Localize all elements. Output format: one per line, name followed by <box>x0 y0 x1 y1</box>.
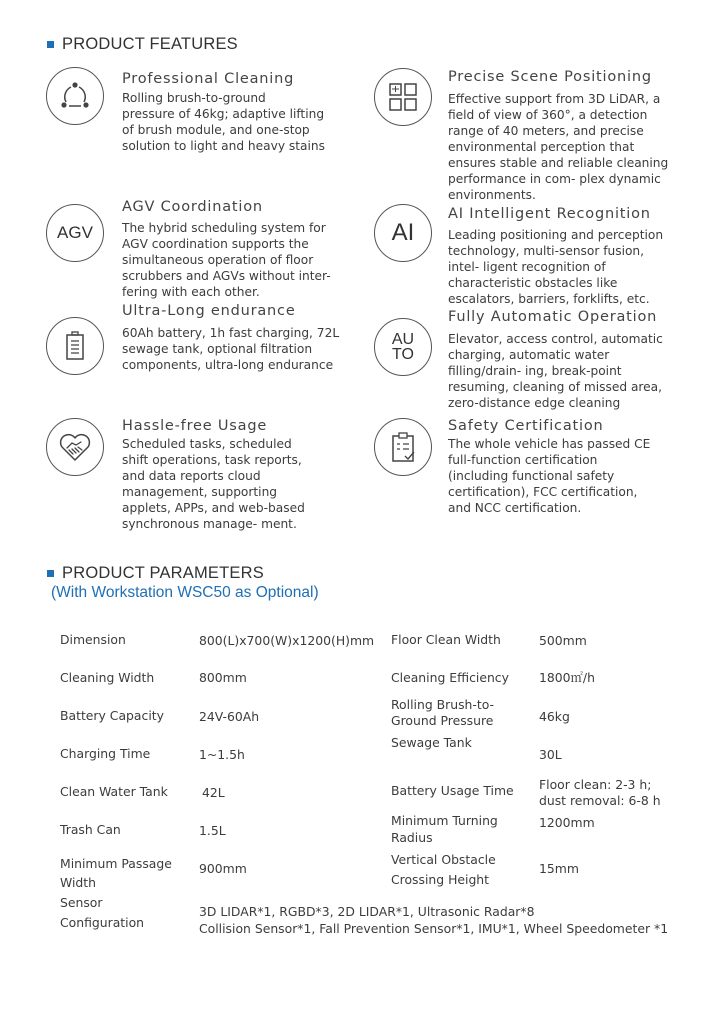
param-value-trash-can: 1.5L <box>199 823 226 838</box>
parameters-heading <box>47 564 264 583</box>
param-label-sewage-tank: Sewage Tank <box>391 735 472 750</box>
parameters-subheading: (With Workstation WSC50 as Optional) <box>51 584 319 601</box>
param-label-vertical-obstacle: Vertical Obstacle Crossing Height <box>391 852 496 887</box>
feature-title-ultra-long-endurance: Ultra-Long endurance <box>122 303 296 319</box>
param-label-charging-time: Charging Time <box>60 746 151 761</box>
param-value-sewage-tank: 30L <box>539 747 562 762</box>
param-label-battery-capacity: Battery Capacity <box>60 708 164 723</box>
param-label-cleaning-efficiency: Cleaning Efficiency <box>391 670 509 685</box>
param-label-sensor-config: Sensor Configuration <box>60 895 145 930</box>
param-value-charging-time: 1~1.5h <box>199 747 245 762</box>
heading-square-icon <box>47 41 54 48</box>
param-value-cleaning-width: 800mm <box>199 670 247 685</box>
param-value-sensor-config: 3D LIDAR*1, RGBD*3, 2D LIDAR*1, Ultrasonic Radar*8 Collision Sensor*1, Fall Prevention Sensor*1, IMU*1, Wheel Speedometer *1 <box>199 904 669 936</box>
param-value-cleaning-efficiency: 1800㎡/h <box>539 670 595 685</box>
feature-body-professional-cleaning: Rolling brush-to-ground pressure of 46kg; adaptive lifting of brush module, and one-stop solution to light and heavy stains <box>122 91 325 153</box>
feature-body-precise-positioning: Effective support from 3D LiDAR, a field of view of 360°, a detection range of 40 meters, and precise environmental perception that ensures stable and reliable cleaning performance in com- plex dynamic environments. <box>448 92 669 202</box>
handshake-heart-icon <box>46 418 104 476</box>
feature-body-agv-coordination: The hybrid scheduling system for AGV coordination supports the simultaneous operation of floor scrubbers and AGVs without inter- fering with each other. <box>122 221 331 299</box>
param-label-clean-water-tank: Clean Water Tank <box>60 784 168 799</box>
param-label-floor-clean-width: Floor Clean Width <box>391 632 501 647</box>
param-label-dimension: Dimension <box>60 632 126 647</box>
feature-body-fully-automatic: Elevator, access control, automatic charging, automatic water filling/drain- ing, break-point resuming, cleaning of missed area, zero-distance edge cleaning <box>448 332 663 410</box>
param-label-cleaning-width: Cleaning Width <box>60 670 155 685</box>
param-value-battery-usage-time: Floor clean: 2-3 h; dust removal: 6-8 h <box>539 777 661 808</box>
clipboard-check-icon <box>374 418 432 476</box>
parameters-heading-text: PRODUCT PARAMETERS <box>62 564 264 582</box>
features-heading <box>47 35 238 54</box>
param-value-battery-capacity: 24V-60Ah <box>199 709 260 724</box>
ai-icon: AI <box>374 204 432 262</box>
param-value-dimension: 800(L)x700(W)x1200(H)mm <box>199 633 375 648</box>
features-heading-text: PRODUCT FEATURES <box>62 35 238 53</box>
feature-title-ai-recognition: AI Intelligent Recognition <box>448 206 651 222</box>
param-value-rolling-pressure: 46kg <box>539 709 570 724</box>
feature-body-ultra-long-endurance: 60Ah battery, 1h fast charging, 72L sewage tank, optional filtration components, ultra-long endurance <box>122 326 340 372</box>
param-label-rolling-pressure: Rolling Brush-to- Ground Pressure <box>391 697 494 728</box>
feature-title-agv-coordination: AGV Coordination <box>122 199 263 215</box>
cleaning-cycle-icon <box>46 67 104 125</box>
param-value-clean-water-tank: 42L <box>202 785 225 800</box>
agv-icon: AGV <box>46 204 104 262</box>
heading-square-icon <box>47 570 54 577</box>
auto-icon: AU TO <box>374 318 432 376</box>
feature-title-professional-cleaning: Professional Cleaning <box>122 71 295 87</box>
param-value-vertical-obstacle: 15mm <box>539 861 579 876</box>
feature-title-fully-automatic: Fully Automatic Operation <box>448 309 658 325</box>
grid-squares-icon <box>374 68 432 126</box>
param-value-min-turning-radius: 1200mm <box>539 815 595 830</box>
param-label-min-turning-radius: Minimum Turning Radius <box>391 813 498 845</box>
feature-body-ai-recognition: Leading positioning and perception technology, multi-sensor fusion, intel- ligent recognition of characteristic obstacles like escalators, barriers, forklifts, etc. <box>448 228 664 306</box>
feature-title-safety-certification: Safety Certification <box>448 418 604 434</box>
feature-title-hassle-free: Hassle-free Usage <box>122 418 268 434</box>
param-label-trash-can: Trash Can <box>60 822 121 837</box>
battery-icon <box>46 317 104 375</box>
param-label-min-passage-width: Minimum Passage Width <box>60 856 172 890</box>
param-label-battery-usage-time: Battery Usage Time <box>391 783 514 798</box>
feature-body-hassle-free: Scheduled tasks, scheduled shift operations, task reports, and data reports cloud management, supporting applets, APPs, and web-based synchronous manage- ment. <box>122 437 305 531</box>
param-value-min-passage-width: 900mm <box>199 861 247 876</box>
param-value-floor-clean-width: 500mm <box>539 633 587 648</box>
feature-title-precise-positioning: Precise Scene Positioning <box>448 69 652 85</box>
feature-body-safety-certification: The whole vehicle has passed CE full-function certification (including functional safety certification), FCC certification, and NCC certification. <box>448 437 651 515</box>
